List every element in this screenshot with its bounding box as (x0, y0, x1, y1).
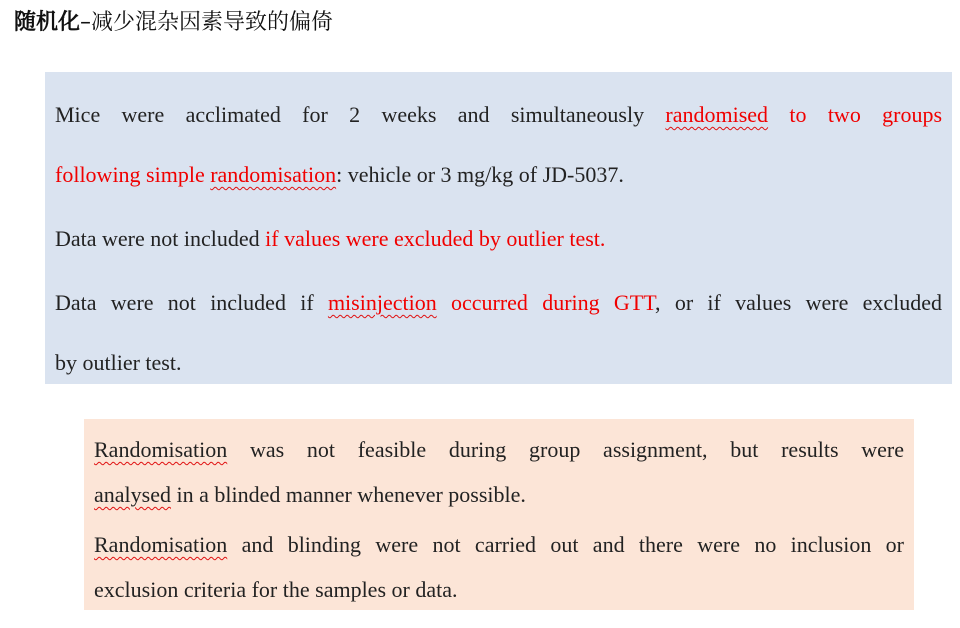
text-segment: , or if values were excluded (655, 290, 943, 315)
box1-paragraph1-line1 (55, 100, 942, 130)
text-segment: : vehicle or 3 mg/kg of JD-5037. (336, 162, 624, 187)
box2-paragraph2-line2 (94, 575, 904, 605)
underlined-term: Randomisation (94, 437, 228, 462)
text-segment: exclusion criteria for the samples or data. (94, 577, 458, 602)
highlighted-text: if values were excluded by outlier test. (265, 226, 606, 251)
text-segment: by outlier test. (55, 350, 182, 375)
title-bold: 随机化 (14, 10, 81, 35)
box2-paragraph1-line1 (94, 435, 904, 465)
box2-paragraph1-line2 (94, 480, 904, 510)
highlighted-text: to two groups (789, 102, 943, 127)
text-segment: Mice were acclimated for 2 weeks and simultaneously (55, 102, 645, 127)
text-segment: in a blinded manner whenever possible. (176, 482, 526, 507)
title-dash: – (80, 10, 92, 35)
text-segment: was not feasible during group assignment, but results were (249, 437, 905, 462)
box1-paragraph2 (55, 224, 942, 254)
highlighted-term: misinjection (327, 290, 437, 315)
box1-paragraph3-line2 (55, 348, 942, 378)
box2-paragraph2-line1 (94, 530, 904, 560)
text-segment: Data were not included (55, 226, 260, 251)
highlighted-term: randomisation (210, 162, 337, 187)
methods-example-box (45, 72, 952, 384)
randomisation-statement-box (84, 419, 914, 610)
box1-paragraph3-line1 (55, 288, 942, 318)
box1-paragraph1-line2 (55, 160, 942, 190)
text-segment: and blinding were not carried out and there were no inclusion or (241, 532, 905, 557)
underlined-term: Randomisation (94, 532, 228, 557)
highlighted-term: randomised (665, 102, 769, 127)
page-title (14, 6, 333, 40)
highlighted-text: occurred during GTT (450, 290, 656, 315)
title-rest: 减少混杂因素导致的偏倚 (91, 10, 334, 35)
text-segment: Data were not included if (55, 290, 314, 315)
underlined-term: analysed (94, 482, 171, 507)
highlighted-text: following simple (55, 162, 205, 187)
